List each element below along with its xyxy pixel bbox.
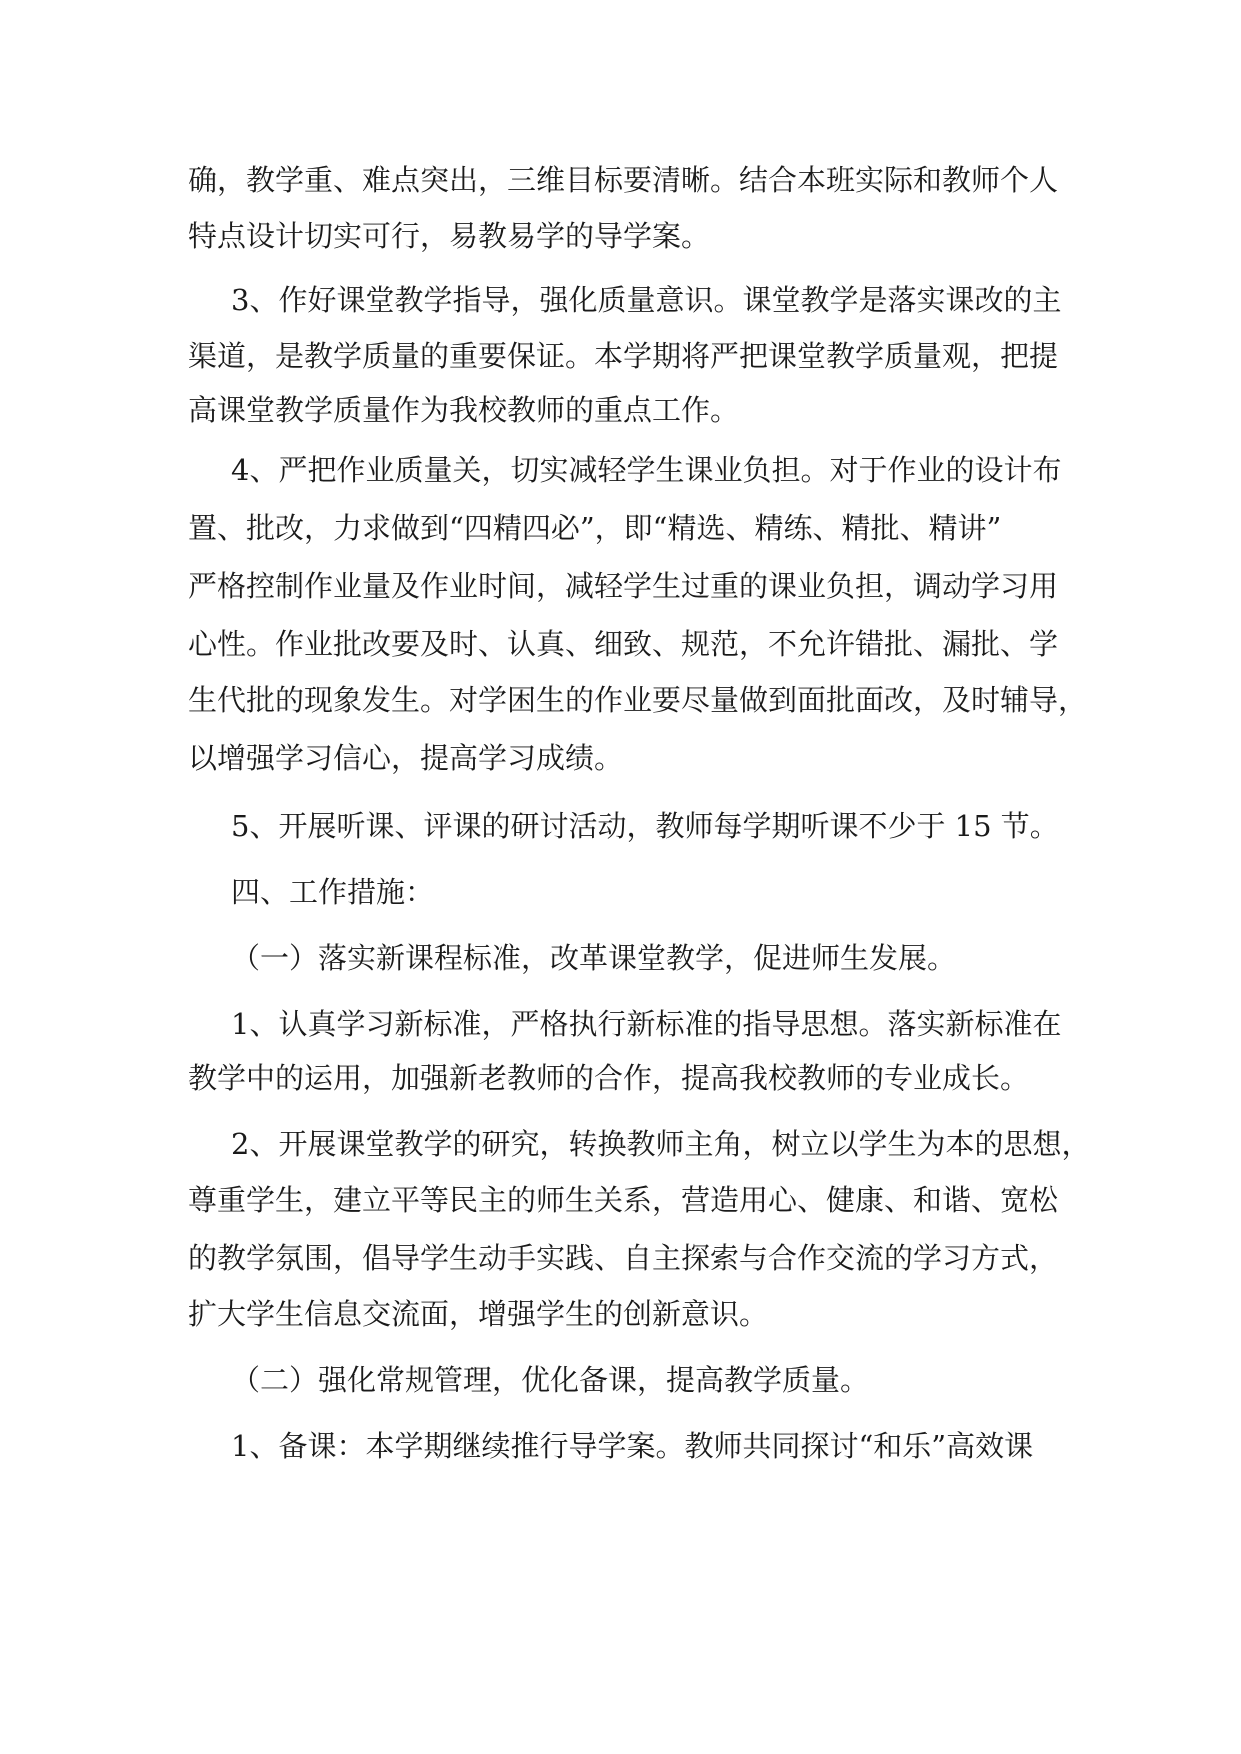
text-line: 的教学氛围，倡导学生动手实践、自主探索与合作交流的学习方式， [188,1241,1059,1275]
text-line: 3、作好课堂教学指导，强化质量意识。课堂教学是落实课改的主 [231,283,1062,317]
text-line: 严格控制作业量及作业时间，减轻学生过重的课业负担，调动学习用 [188,569,1059,603]
text-line: 2、开展课堂教学的研究，转换教师主角，树立以学生为本的思想， [231,1127,1091,1161]
text-line: （一）落实新课程标准，改革课堂教学，促进师生发展。 [231,941,957,975]
text-line: 特点设计切实可行，易教易学的导学案。 [188,219,711,253]
text-line: 尊重学生，建立平等民主的师生关系，营造用心、健康、和谐、宽松 [188,1183,1059,1217]
text-line: 教学中的运用，加强新老教师的合作，提高我校教师的专业成长。 [188,1061,1030,1095]
text-line: 置、批改，力求做到“四精四必”，即“精选、精练、精批、精讲” [188,511,1002,545]
text-line: 高课堂教学质量作为我校教师的重点工作。 [188,393,740,427]
text-line: 5、开展听课、评课的研讨活动，教师每学期听课不少于 15 节。 [231,809,1059,843]
text-line: 1、认真学习新标准，严格执行新标准的指导思想。落实新标准在 [231,1007,1062,1041]
text-line: 确，教学重、难点突出，三维目标要清晰。结合本班实际和教师个人 [188,163,1059,197]
text-line: 以增强学习信心，提高学习成绩。 [188,741,624,775]
text-line: 扩大学生信息交流面，增强学生的创新意识。 [188,1297,769,1331]
text-line: 1、备课：本学期继续推行导学案。教师共同探讨“和乐”高效课 [231,1429,1034,1463]
text-line: 四、工作措施： [231,875,435,909]
text-line: 生代批的现象发生。对学困生的作业要尽量做到面批面改，及时辅导， [188,683,1088,717]
text-line: 渠道，是教学质量的重要保证。本学期将严把课堂教学质量观，把提 [188,339,1059,373]
text-line: （二）强化常规管理，优化备课，提高教学质量。 [231,1363,870,1397]
text-line: 心性。作业批改要及时、认真、细致、规范，不允许错批、漏批、学 [188,627,1059,661]
text-line: 4、严把作业质量关，切实减轻学生课业负担。对于作业的设计布 [231,453,1062,487]
